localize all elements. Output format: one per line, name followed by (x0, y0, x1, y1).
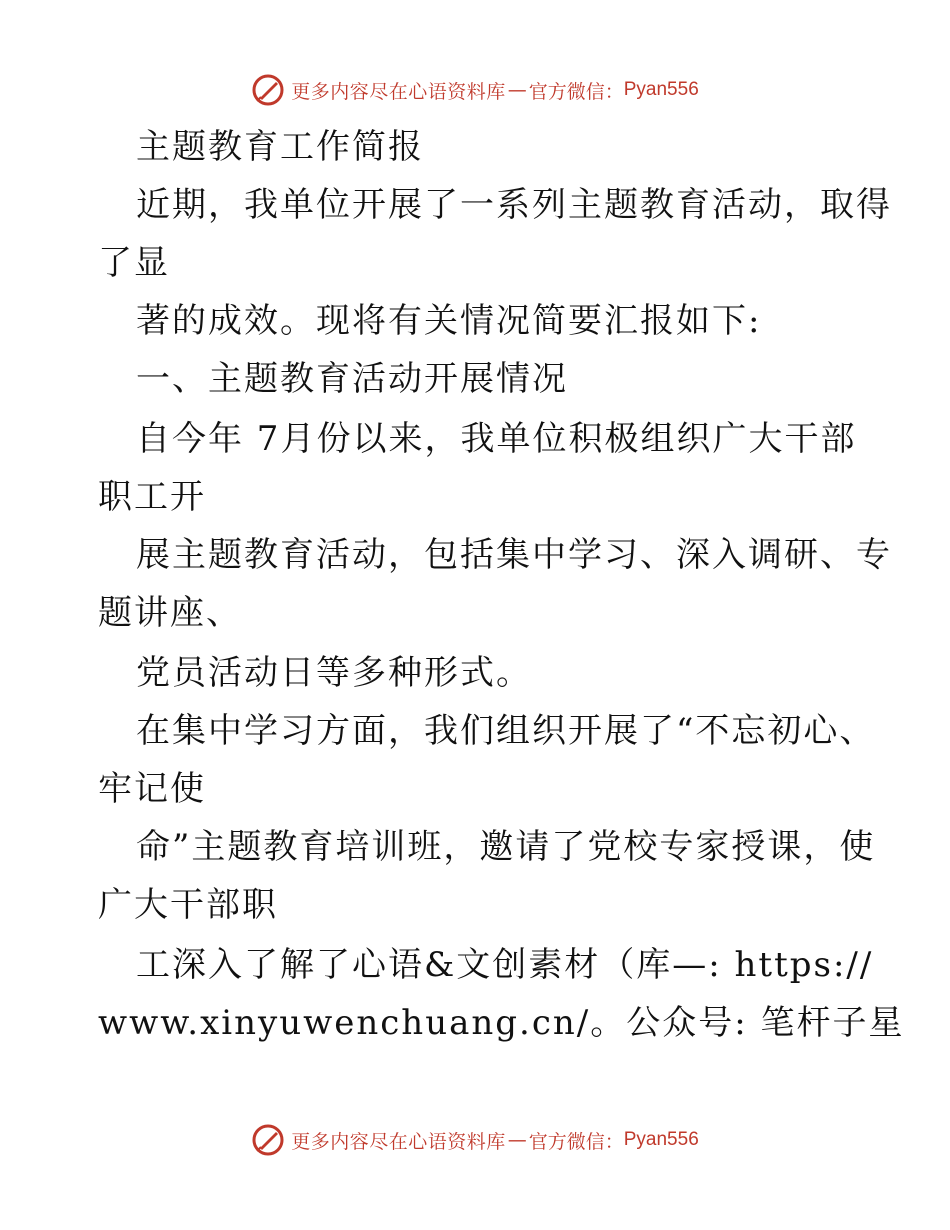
watermark-separator: — (507, 1129, 527, 1151)
paragraph-line: 职工开 (98, 477, 206, 517)
paragraph-line: 广大干部职 (98, 885, 278, 925)
watermark-site-text: 更多内容尽在心语资料库 (291, 1130, 506, 1153)
paragraph-line: 了显 (98, 243, 170, 283)
paragraph-line: 展主题教育活动，包括集中学习、深入调研、专 (136, 535, 892, 575)
paragraph-line: 命”主题教育培训班，邀请了党校专家授课，使 (136, 827, 876, 867)
watermark-wechat-label: 官方微信： (528, 1130, 624, 1153)
watermark-separator: — (507, 79, 527, 101)
watermark-site-text: 更多内容尽在心语资料库 (291, 80, 506, 103)
watermark-wechat-label: 官方微信： (528, 80, 624, 103)
paragraph-line: 题讲座、 (98, 593, 242, 633)
watermark-wechat-id: Pyan556 (623, 1129, 699, 1150)
paragraph-line: 工深入了解了心语&文创素材（库—: https:// (136, 945, 874, 985)
document-title: 主题教育工作简报 (136, 127, 424, 167)
quill-logo-icon (251, 73, 285, 107)
paragraph-line: 近期，我单位开展了一系列主题教育活动，取得 (136, 185, 892, 225)
paragraph-line: 自今年 7月份以来，我单位积极组织广大干部 (136, 419, 857, 459)
watermark-wechat-id: Pyan556 (623, 79, 699, 100)
paragraph-line: 牢记使 (98, 769, 206, 809)
paragraph-line: 在集中学习方面，我们组织开展了“不忘初心、 (136, 711, 876, 751)
top-watermark-banner (0, 70, 950, 110)
bottom-watermark-banner (0, 1120, 950, 1160)
paragraph-line: 党员活动日等多种形式。 (136, 653, 532, 693)
quill-logo-icon (251, 1123, 285, 1157)
section-heading: 一、主题教育活动开展情况 (136, 359, 568, 399)
paragraph-line: 著的成效。现将有关情况简要汇报如下: (136, 301, 762, 341)
paragraph-line: www.xinyuwenchuang.cn/。公众号: 笔杆子星 (98, 1003, 905, 1043)
